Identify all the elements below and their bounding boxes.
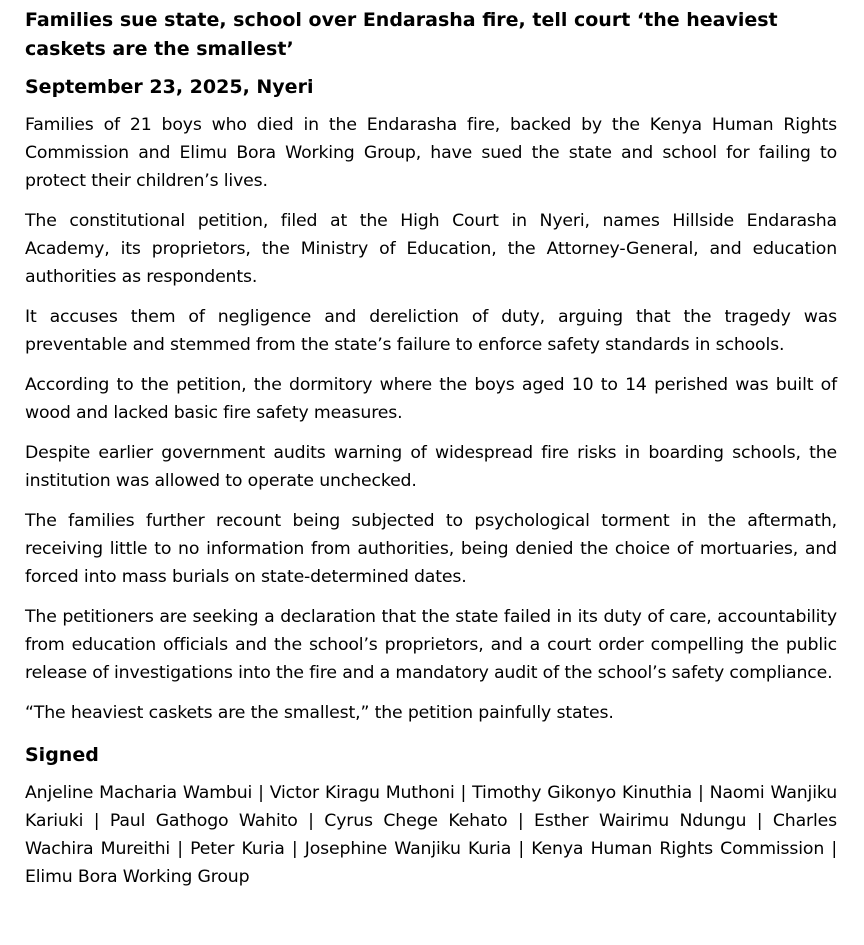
paragraph: According to the petition, the dormitory where the boys aged 10 to 14 perished was built of wood and lacked basic fire safety measures.: [25, 375, 837, 423]
paragraph: The families further recount being subjected to psychological torment in the aftermath, receiving little to no information from authorities, being denied the choice of mortuaries, and forced into mass burials on state-determined dates.: [25, 511, 837, 587]
quote-paragraph: “The heaviest caskets are the smallest,” the petition painfully states.: [25, 703, 614, 723]
paragraph: Families of 21 boys who died in the Endarasha fire, backed by the Kenya Human Rights Commission and Elimu Bora Working Group, have sued the state and school for failing to protect their children’s lives.: [25, 115, 837, 191]
paragraph: The constitutional petition, filed at the High Court in Nyeri, names Hillside Endarasha Academy, its proprietors, the Ministry of Education, the Attorney-General, and education authorities as respondents.: [25, 211, 837, 287]
signatories-list: Anjeline Macharia Wambui | Victor Kiragu Muthoni | Timothy Gikonyo Kinuthia | Naomi Wanjiku Kariuki | Paul Gathogo Wahito | Cyrus Chege Kehato | Esther Wairimu Ndungu | Charles Wachira Mureithi | Peter Kuria | Josephine Wanjiku Kuria | Kenya Human Rights Commission | Elimu Bora Working Group: [25, 783, 837, 887]
dateline: September 23, 2025, Nyeri: [25, 76, 314, 98]
paragraph: Despite earlier government audits warning of widespread fire risks in boarding schools, the institution was allowed to operate unchecked.: [25, 443, 837, 491]
signed-heading: Signed: [25, 744, 99, 766]
paragraph: It accuses them of negligence and dereliction of duty, arguing that the tragedy was preventable and stemmed from the state’s failure to enforce safety standards in schools.: [25, 307, 837, 355]
paragraph: The petitioners are seeking a declaration that the state failed in its duty of care, accountability from education officials and the school’s proprietors, and a court order compelling the public release of investigations into the fire and a mandatory audit of the school’s safety compliance.: [25, 607, 837, 683]
article-title: Families sue state, school over Endarasha fire, tell court ‘the heaviest caskets are the smallest’: [25, 9, 778, 60]
